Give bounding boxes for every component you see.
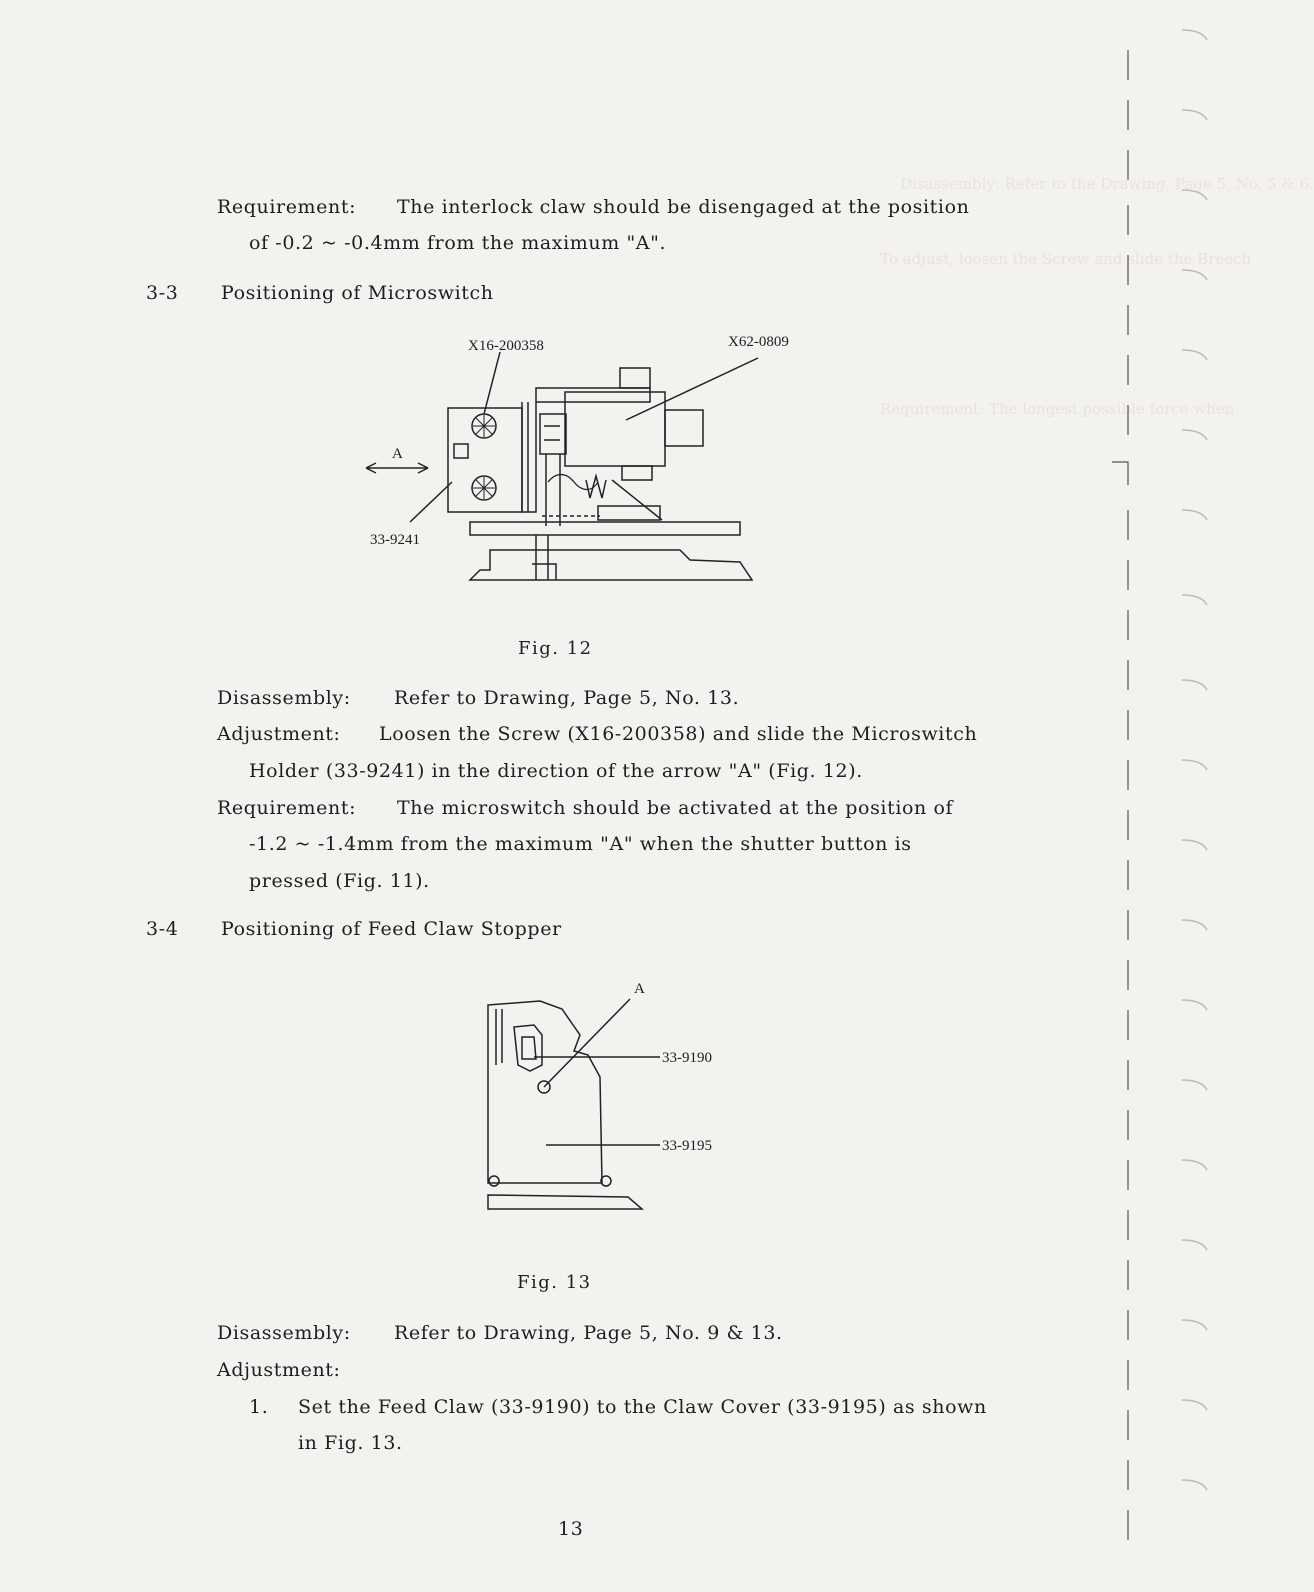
fig-12-drawing bbox=[360, 330, 840, 600]
step-text-1a: Set the Feed Claw (33-9190) to the Claw Cover (33-9195) as shown bbox=[298, 1396, 987, 1418]
microswitch-body bbox=[565, 392, 665, 466]
binding-hole-marks bbox=[1102, 0, 1222, 1592]
disassembly-label-1: Disassembly: bbox=[217, 687, 351, 709]
fig-12-caption: Fig. 12 bbox=[518, 638, 593, 659]
feed-claw bbox=[514, 1025, 542, 1071]
bleed-through-text: Requirement: The longest possible force when bbox=[880, 400, 1235, 418]
disassembly-label-2: Disassembly: bbox=[217, 1322, 351, 1344]
bleed-through-text: Disassembly: Refer to the Drawing, Page 5, No. 5 & 6. bbox=[900, 175, 1314, 193]
holder-plate bbox=[448, 408, 522, 512]
label-33-9241: 33-9241 bbox=[370, 532, 420, 548]
adjustment-text-1a: Loosen the Screw (X16-200358) and slide the Microswitch bbox=[379, 723, 978, 745]
section-number-3-4: 3-4 bbox=[146, 918, 179, 940]
requirement-text-1a: The interlock claw should be disengaged at the position bbox=[397, 196, 970, 218]
fig-13-drawing bbox=[470, 975, 740, 1243]
disassembly-text-2: Refer to Drawing, Page 5, No. 9 & 13. bbox=[394, 1322, 783, 1344]
section-title-3-3: Positioning of Microswitch bbox=[221, 282, 494, 304]
page-number: 13 bbox=[558, 1518, 584, 1540]
label-33-9195: 33-9195 bbox=[662, 1138, 712, 1154]
adjustment-label-2: Adjustment: bbox=[217, 1359, 341, 1381]
bleed-through-text: To adjust, loosen the Screw and slide the Breech bbox=[880, 250, 1252, 268]
fig-13-caption: Fig. 13 bbox=[517, 1272, 592, 1293]
section-title-3-4: Positioning of Feed Claw Stopper bbox=[221, 918, 562, 940]
claw-cover-outline bbox=[488, 1001, 602, 1183]
step-text-1b: in Fig. 13. bbox=[298, 1432, 403, 1454]
requirement-label-2: Requirement: bbox=[217, 797, 357, 819]
label-x16-200358: X16-200358 bbox=[468, 338, 544, 354]
requirement-label-1: Requirement: bbox=[217, 196, 357, 218]
disassembly-text-1: Refer to Drawing, Page 5, No. 13. bbox=[394, 687, 740, 709]
label-x62-0809: X62-0809 bbox=[728, 334, 789, 350]
requirement-text-2b: -1.2 ~ -1.4mm from the maximum "A" when the shutter button is bbox=[249, 833, 912, 855]
step-number-1: 1. bbox=[249, 1396, 269, 1418]
adjustment-label-1: Adjustment: bbox=[217, 723, 341, 745]
label-a-fig13: A bbox=[634, 981, 645, 997]
label-33-9190: 33-9190 bbox=[662, 1050, 712, 1066]
adjustment-text-1b: Holder (33-9241) in the direction of the arrow "A" (Fig. 12). bbox=[249, 760, 863, 782]
section-number-3-3: 3-3 bbox=[146, 282, 179, 304]
requirement-text-2a: The microswitch should be activated at the position of bbox=[397, 797, 954, 819]
square-hole bbox=[454, 444, 468, 458]
requirement-text-2c: pressed (Fig. 11). bbox=[249, 870, 430, 892]
label-arrow-a: A bbox=[392, 446, 403, 462]
requirement-text-1b: of -0.2 ~ -0.4mm from the maximum "A". bbox=[249, 232, 667, 254]
